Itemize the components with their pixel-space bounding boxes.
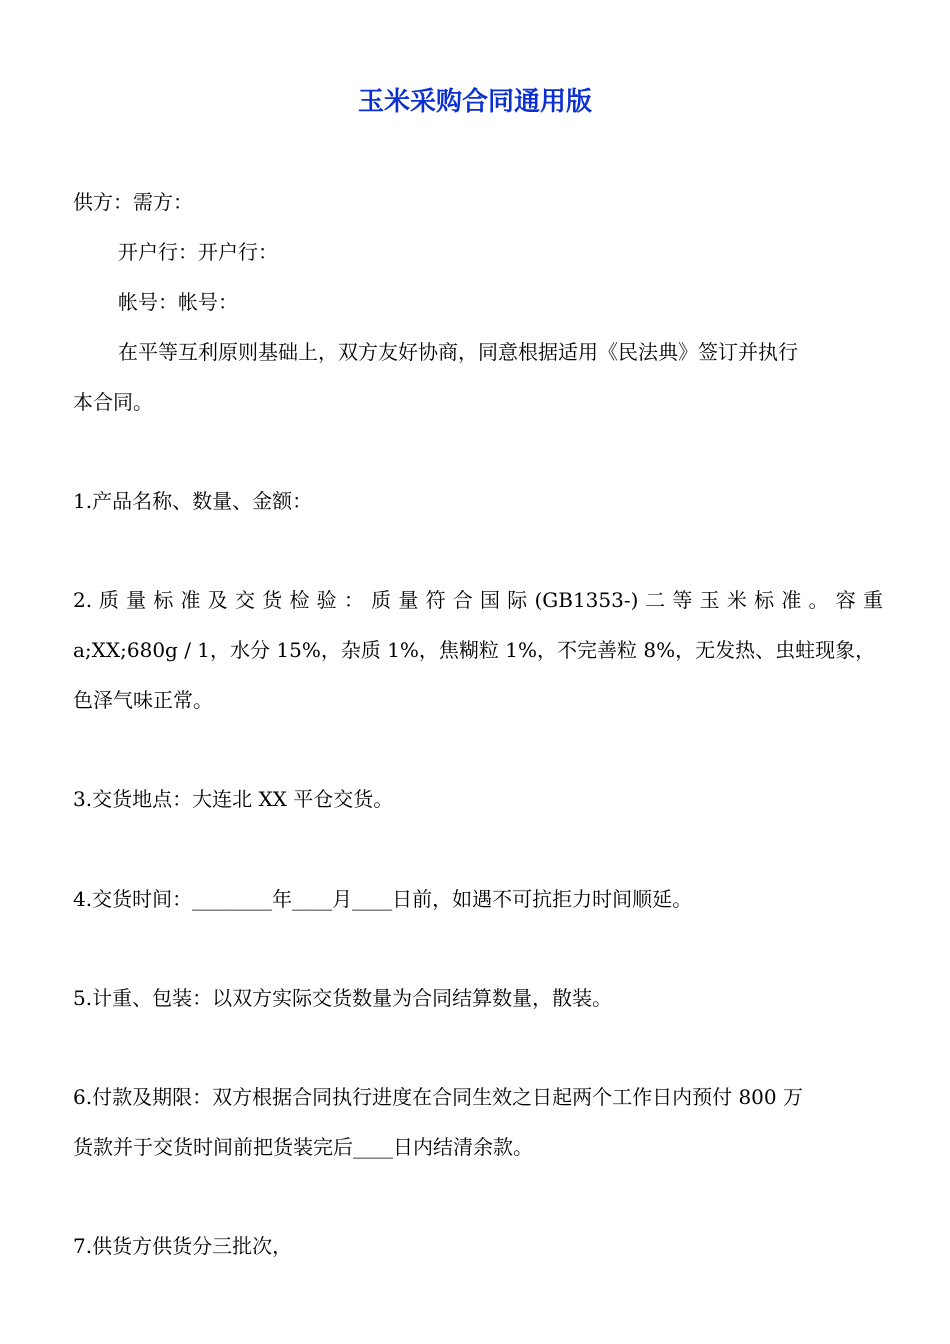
bank-line: 开户行：开户行：: [118, 240, 278, 264]
clause-6-line-1: 6.付款及期限：双方根据合同执行进度在合同生效之日起两个工作日内预付 800 万: [73, 1085, 803, 1109]
clause-5: 5.计重、包装：以双方实际交货数量为合同结算数量，散装。: [73, 986, 613, 1010]
clause-2-line-3: 色泽气味正常。: [73, 688, 213, 712]
clause-2-line-2: a;XX;680g / 1，水分 15%，杂质 1%，焦糊粒 1%，不完善粒 8%，无发热、虫蛀现象，: [73, 638, 876, 662]
clause-7: 7.供货方供货分三批次，: [73, 1234, 293, 1258]
account-line: 帐号：帐号：: [118, 290, 238, 314]
intro-paragraph-line-2: 本合同。: [73, 390, 153, 414]
clause-6-line-2: 货款并于交货时间前把货装完后____日内结清余款。: [73, 1135, 533, 1159]
clause-2-line-1: 2. 质 量 标 准 及 交 货 检 验 ： 质 量 符 合 国 际 (GB1353-) 二 等 玉 米 标 准 。 容 重: [73, 588, 883, 612]
intro-paragraph-line-1: 在平等互利原则基础上，双方友好协商，同意根据适用《民法典》签订并执行: [118, 340, 798, 364]
clause-3: 3.交货地点：大连北 XX 平仓交货。: [73, 787, 394, 811]
clause-1: 1.产品名称、数量、金额：: [73, 489, 313, 513]
clause-4: 4.交货时间：________年____月____日前，如遇不可抗拒力时间顺延。: [73, 887, 693, 911]
parties-line: 供方：需方：: [73, 190, 193, 214]
document-title: 玉米采购合同通用版: [357, 87, 592, 117]
